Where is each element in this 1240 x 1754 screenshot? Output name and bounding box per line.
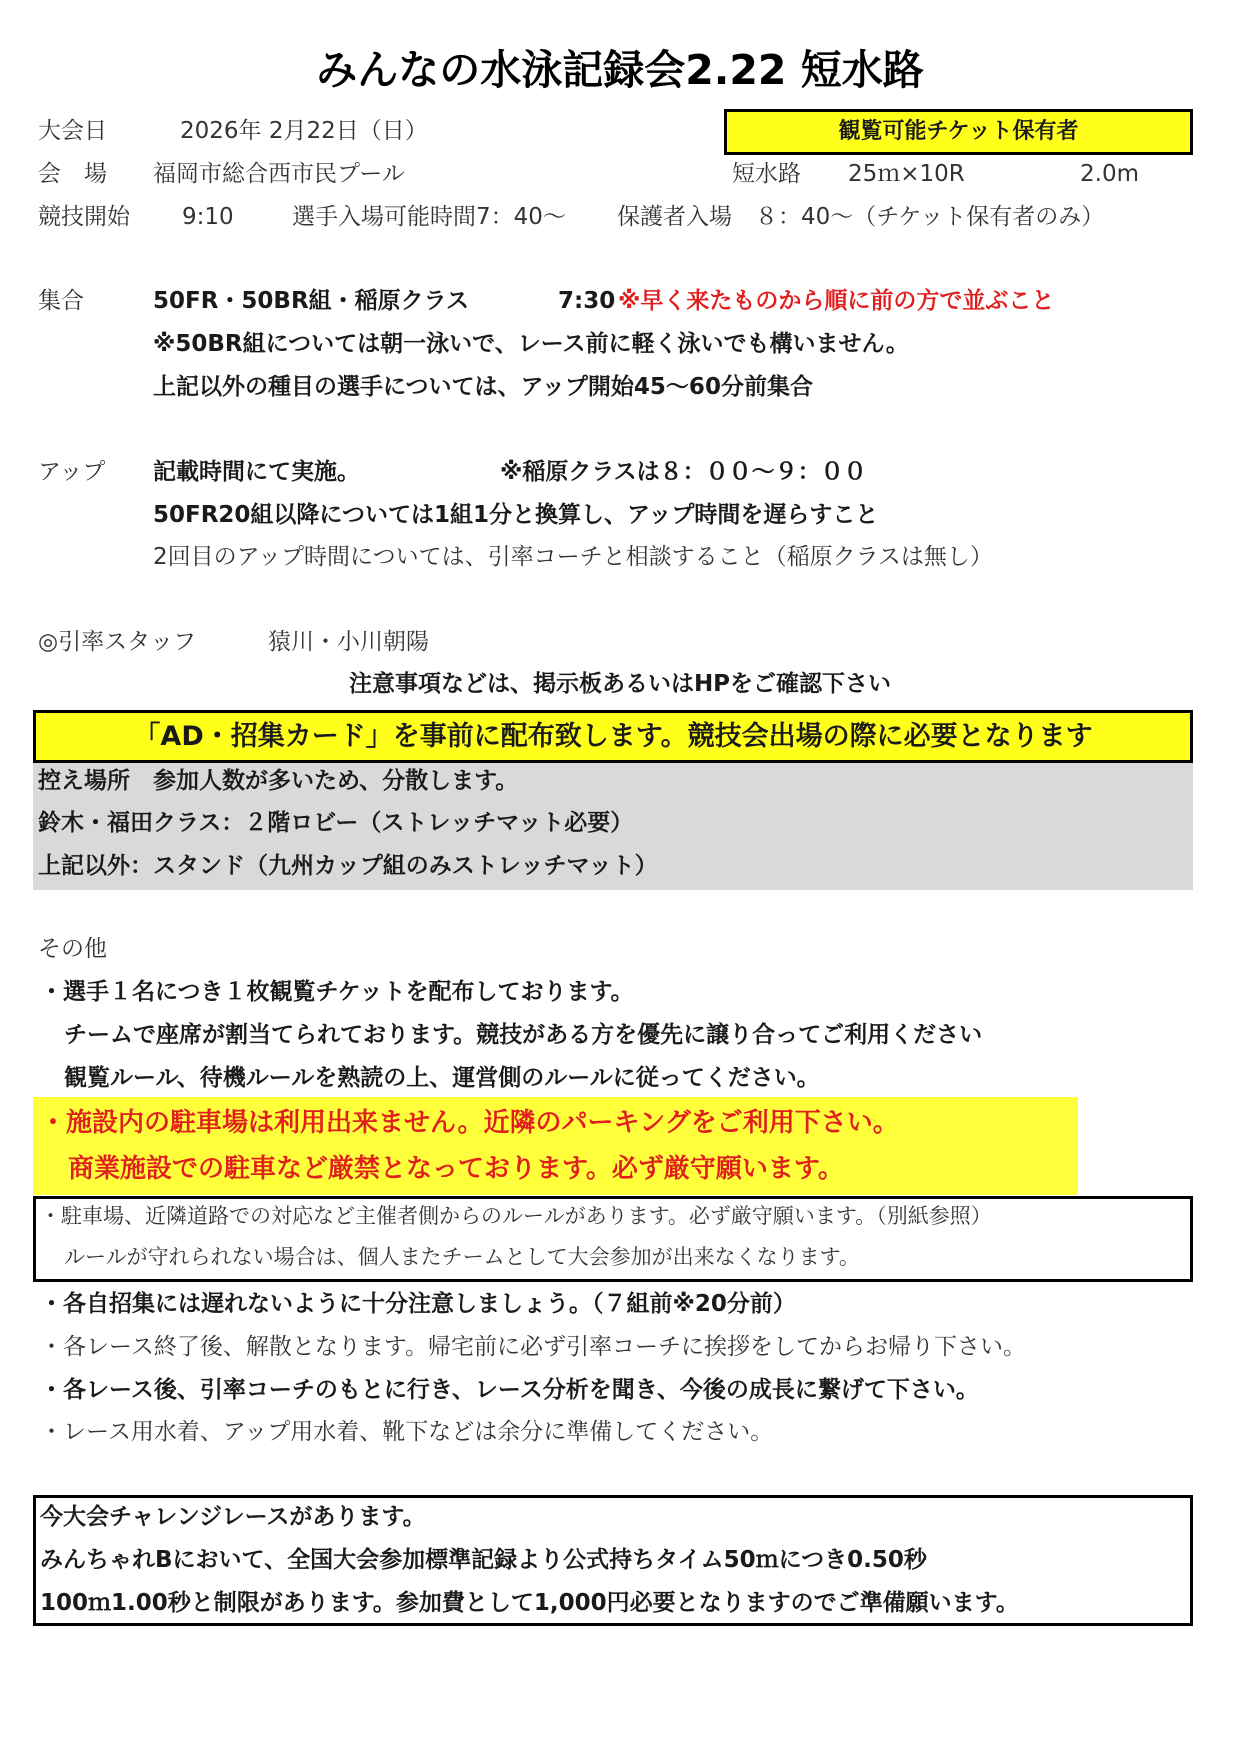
ticket-holder-box: 観覧可能チケット保有者 [724, 109, 1193, 155]
assembly-groups: 50FR・50BR組・稲原クラス [153, 288, 469, 314]
venue-value: 福岡市総合西市民プール [153, 161, 405, 187]
pool-depth: 2.0m [1080, 161, 1139, 187]
parking-line2: 商業施設での駐車など厳禁となっております。必ず厳守願います。 [68, 1154, 844, 1184]
assembly-time: 7:30 [558, 288, 616, 314]
ticket-line1: ・選手１名につき１枚観覧チケットを配布しております。 [40, 979, 634, 1005]
ad-card-box: 「AD・招集カード」を事前に配布致します。競技会出場の際に必要となります [33, 710, 1193, 763]
other-label: その他 [38, 936, 107, 962]
waiting-line2: 鈴木・福田クラス：２階ロビー（ストレッチマット必要） [38, 810, 634, 836]
pool-type: 短水路 [732, 161, 801, 187]
date-value: 2026年 2月22日（日） [180, 118, 428, 144]
waiting-line1: 控え場所 参加人数が多いため、分散します。 [38, 768, 519, 794]
staff-names: 猿川・小川朝陽 [268, 629, 429, 655]
staff-label: ◎引率スタッフ [38, 629, 197, 655]
challenge-line2: みんちゃれBにおいて、全国大会参加標準記録より公式持ちタイム50ｍにつき0.50秒 [40, 1547, 927, 1573]
assembly-label: 集合 [38, 288, 84, 314]
warmup-line2: 50FR20組以降については1組1分と換算し、アップ時間を遅らすこと [153, 502, 879, 528]
page-title: みんなの水泳記録会2.22 短水路 [316, 46, 924, 94]
ticket-line3: 観覧ルール、待機ルールを熟読の上、運営側のルールに従ってください。 [64, 1065, 820, 1091]
rules-line2: ルールが守れられない場合は、個人またチームとして大会参加が出来なくなります。 [64, 1245, 860, 1269]
warmup-line1: 記載時間にて実施。 [153, 459, 360, 485]
waiting-line3: 上記以外：スタンド（九州カップ組のみストレッチマット） [38, 853, 658, 879]
warmup-label: アップ [38, 459, 106, 485]
prepare-note: ・レース用水着、アップ用水着、靴下などは余分に準備してください。 [40, 1419, 774, 1445]
date-label: 大会日 [38, 118, 107, 144]
warmup-line3: 2回目のアップ時間については、引率コーチと相談すること（稲原クラスは無し） [153, 544, 993, 570]
call-note: ・各自招集には遅れないように十分注意しましょう。（７組前※20分前） [40, 1291, 796, 1317]
assembly-order-note: ※早く来たものから順に前の方で並ぶこと [618, 288, 1055, 314]
warmup-inahara-note: ※稲原クラスは８：００～９：００ [500, 459, 867, 485]
pool-size: 25ｍ×10R [848, 161, 965, 187]
analysis-note: ・各レース後、引率コーチのもとに行き、レース分析を聞き、今後の成長に繋げて下さい。 [40, 1377, 979, 1403]
assembly-other-note: 上記以外の種目の選手については、アップ開始45～60分前集合 [153, 374, 813, 400]
notice-line: 注意事項などは、掲示板あるいはHPをご確認下さい [348, 671, 892, 697]
ticket-line2: チームで座席が割当てられております。競技がある方を優先に譲り合ってご利用ください [64, 1022, 983, 1048]
rules-line1: ・駐車場、近隣道路での対応など主催者側からのルールがあります。必ず厳守願います。（別紙参照） [40, 1204, 992, 1228]
challenge-line3: 100ｍ1.00秒と制限があります。参加費として1,000円必要となりますのでご準備願います。 [40, 1590, 1019, 1616]
dismiss-note: ・各レース終了後、解散となります。帰宅前に必ず引率コーチに挨拶をしてからお帰り下さい。 [40, 1334, 1027, 1360]
venue-label: 会 場 [38, 161, 107, 187]
assembly-50br-note: ※50BR組については朝一泳いで、レース前に軽く泳いでも構いません。 [153, 331, 909, 357]
athlete-entry-time: 選手入場可能時間7：40～ [292, 204, 566, 230]
guardian-entry-time: 保護者入場 ８：40～（チケット保有者のみ） [617, 204, 1105, 230]
start-value: 9:10 [182, 204, 234, 230]
parking-line1: ・施設内の駐車場は利用出来ません。近隣のパーキングをご利用下さい。 [40, 1108, 899, 1138]
challenge-line1: 今大会チャレンジレースがあります。 [40, 1504, 426, 1530]
start-label: 競技開始 [38, 204, 130, 230]
